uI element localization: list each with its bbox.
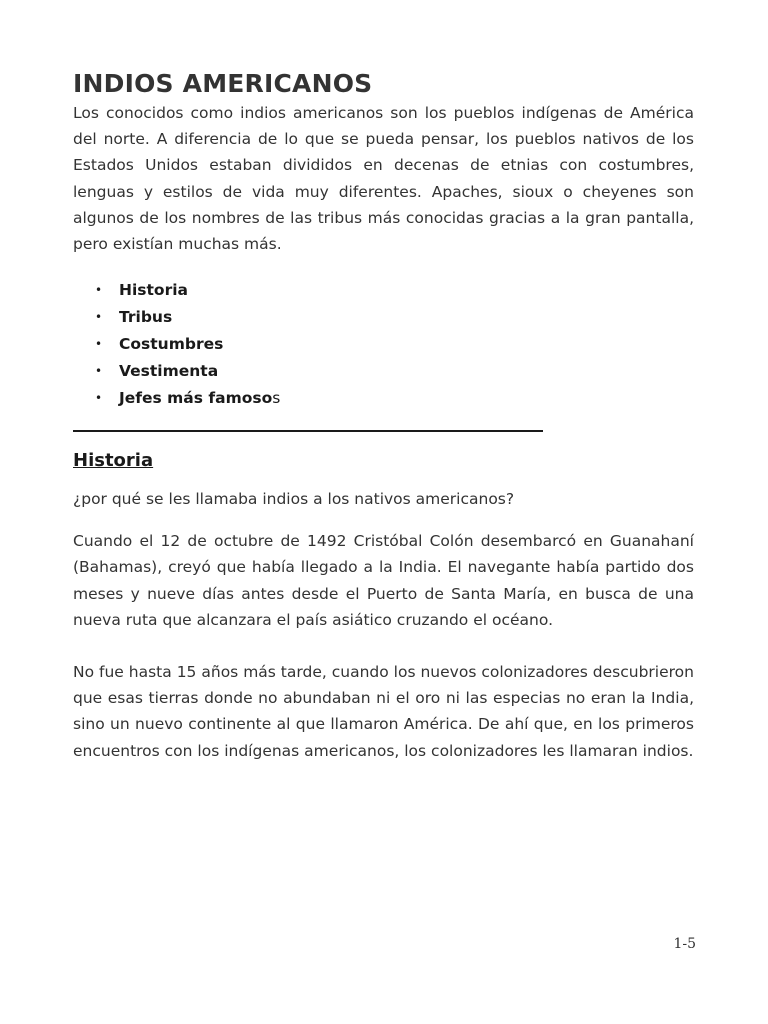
bullet-icon: • xyxy=(95,283,103,298)
document-page xyxy=(73,68,694,764)
topic-label: Jefes más famoso xyxy=(119,389,273,408)
topic-label: Historia xyxy=(119,281,188,300)
body-paragraph: Cuando el 12 de octubre de 1492 Cristóbal Colón desembarcó en Guanahaní (Bahamas), creyó que había llegado a la India. El navegante había partido dos meses y nueve días antes desde el Puerto de Santa María, en busca de una nueva ruta que alcanzara el país asiático cruzando el océano. xyxy=(73,532,694,629)
bullet-icon: • xyxy=(95,337,103,352)
bullet-icon: • xyxy=(95,310,103,325)
body-paragraph: No fue hasta 15 años más tarde, cuando los nuevos colonizadores descubrieron que esas tierras donde no abundaban ni el oro ni las especias no eran la India, sino un nuevo continente al que llamaron América. De ahí que, en los primeros encuentros con los indígenas americanos, los colonizadores les llamaran indios. xyxy=(73,663,694,760)
topic-list xyxy=(73,277,694,412)
topic-label: Vestimenta xyxy=(119,362,219,381)
page-number: 1-5 xyxy=(673,936,696,952)
topic-item-historia xyxy=(95,277,694,304)
topic-item-jefes xyxy=(95,385,694,412)
section-heading: Historia xyxy=(73,450,154,472)
topic-label: Tribus xyxy=(119,308,173,327)
horizontal-divider xyxy=(73,430,543,432)
topic-label: Costumbres xyxy=(119,335,224,354)
intro-paragraph: Los conocidos como indios americanos son los pueblos indígenas de América del norte. A diferencia de lo que se pueda pensar, los pueblos nativos de los Estados Unidos estaban divididos en decenas de etnias con costumbres, lenguas y estilos de vida muy diferentes. Apaches, sioux o cheyenes son algunos de los nombres de las tribus más conocidas gracias a la gran pantalla, pero existían muchas más. xyxy=(73,104,694,254)
section-question: ¿por qué se les llamaba indios a los nativos americanos? xyxy=(73,490,515,509)
bullet-icon: • xyxy=(95,364,103,379)
topic-label-suffix: s xyxy=(272,389,281,408)
topic-item-costumbres xyxy=(95,331,694,358)
document-title: INDIOS AMERICANOS xyxy=(73,69,373,98)
bullet-icon: • xyxy=(95,391,103,406)
topic-item-tribus xyxy=(95,304,694,331)
topic-item-vestimenta xyxy=(95,358,694,385)
